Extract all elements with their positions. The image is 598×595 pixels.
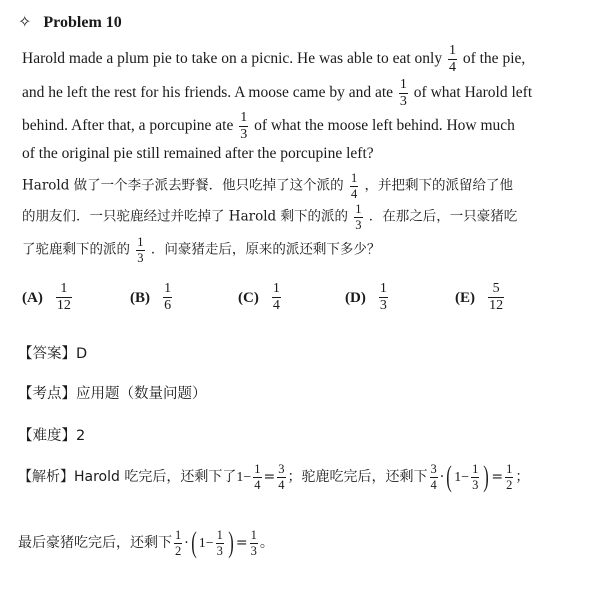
problem-title: Problem 10 bbox=[43, 14, 122, 31]
fraction: $\frac{1}{3}$ bbox=[137, 235, 144, 265]
fraction: $\frac{1}{3}$ bbox=[240, 110, 248, 142]
choice-e: (E) $\frac{5}{12}$ bbox=[455, 281, 504, 313]
difficulty-value: 2 bbox=[76, 428, 86, 444]
knowledge-line bbox=[18, 382, 207, 403]
knowledge-value: 应用题（数量问题） bbox=[76, 386, 207, 402]
difficulty-line bbox=[18, 424, 85, 445]
analysis-label: 【解析】 bbox=[18, 469, 74, 485]
analysis-line-1: 【解析】Harold 吃完后，还剩下了1− $\frac{1}{4}$ = $\frac{3}{4}$ ；驼鹿吃完后，还剩下 $\frac{3}{4}$ ·( 1− $\frac{1}{3}$ ) = $\frac{1}{2}$ ； bbox=[18, 460, 530, 493]
en-line-2: and he left the rest for his friends. A moose came by and ate $\frac{1}{3}$ of what Harold left bbox=[22, 77, 533, 109]
answer-value: D bbox=[76, 346, 88, 362]
difficulty-label: 【难度】 bbox=[18, 428, 76, 444]
zh-line-1: Harold 做了一个李子派去野餐．他只吃掉了这个派的 $\frac{1}{4}$ ，并把剩下的派留给了他 bbox=[22, 171, 513, 201]
choice-b: (B) $\frac{1}{6}$ bbox=[130, 281, 172, 313]
analysis-line-2: 最后豪猪吃完后，还剩下 $\frac{1}{2}$ ·( 1− $\frac{1}{3}$ ) = $\frac{1}{3}$ 。 bbox=[18, 526, 274, 559]
zh-line-2: 的朋友们．一只驼鹿经过并吃掉了 Harold 剩下的派的 $\frac{1}{3}$ ．在那之后，一只豪猪吃 bbox=[22, 202, 518, 232]
knowledge-label: 【考点】 bbox=[18, 386, 76, 402]
diamond-icon: ✧ bbox=[18, 14, 32, 31]
en-line-1: Harold made a plum pie to take on a picnic. He was able to eat only $\frac{1}{4}$ of the pie, bbox=[22, 43, 526, 75]
fraction: $\frac{1}{4}$ bbox=[350, 171, 358, 201]
choice-d: (D) $\frac{1}{3}$ bbox=[345, 281, 387, 313]
fraction: $\frac{1}{3}$ bbox=[399, 77, 407, 109]
en-line-3: behind. After that, a porcupine ate $\frac{1}{3}$ of what the moose left behind. How much bbox=[22, 110, 515, 142]
choice-a: (A) $\frac{1}{12}$ bbox=[22, 281, 71, 313]
en-line-4: of the original pie still remained after the porcupine left? bbox=[22, 145, 374, 162]
problem-header bbox=[18, 12, 122, 32]
zh-line-3: 了驼鹿剩下的派的 $\frac{1}{3}$ ．问豪猪走后，原来的派还剩下多少？ bbox=[22, 235, 381, 265]
choice-c: (C) $\frac{1}{4}$ bbox=[238, 281, 280, 313]
fraction: $\frac{1}{3}$ bbox=[355, 202, 362, 232]
answer-line bbox=[18, 342, 87, 363]
answer-label: 【答案】 bbox=[18, 346, 76, 362]
fraction: $\frac{1}{4}$ bbox=[448, 43, 456, 75]
